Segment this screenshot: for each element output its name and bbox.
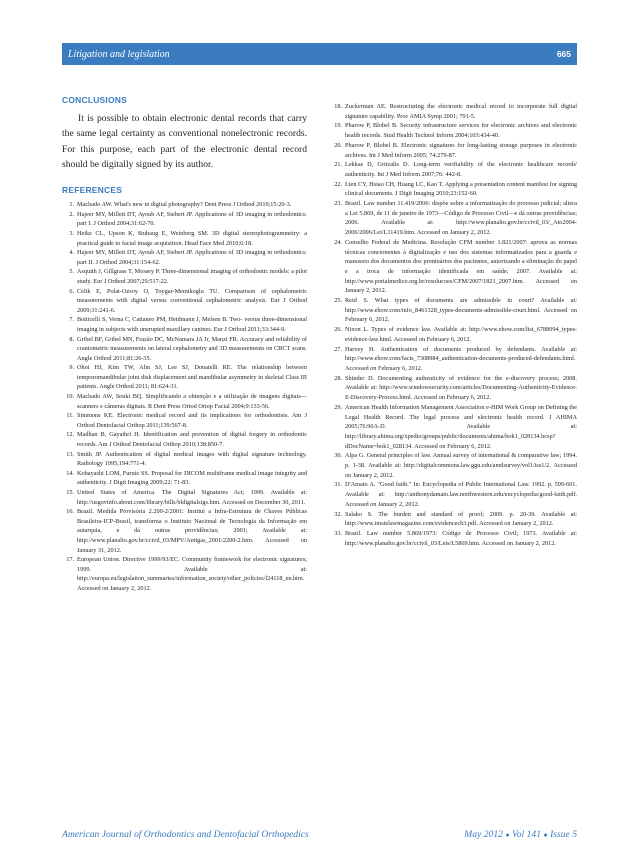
reference-item xyxy=(62,411,307,430)
reference-number: 25. xyxy=(334,297,342,305)
reference-text: Botticelli S, Verna C, Cattaneo PM, Heidmann J, Melsen B. Two- versus three-dimensional imaging in subjects with unerupted maxillary canines. Eur J Orthod 2011;33:344-9. xyxy=(77,316,307,333)
reference-number: 14. xyxy=(66,469,74,477)
conclusions-paragraph: It is possible to obtain electronic dental records that carry the same legal certainty as conventional nonelectronic records. For this purpose, each part of the electronic dental record should be digitally signed by its author. xyxy=(62,113,307,170)
reference-text: Smith JP. Authentication of digital medical images with digital signature technology. Radiology 1995;194:771-4. xyxy=(77,450,307,468)
running-header xyxy=(62,43,577,65)
reference-item xyxy=(62,555,307,593)
reference-number: 8. xyxy=(69,335,74,343)
reference-number: 29. xyxy=(334,403,342,411)
reference-item xyxy=(62,200,307,210)
reference-text: Lekkas D, Gritzalis D. Long-term verifiability of the electronic healthcare records' authenticity. Int J Med Inform 2007;76: 442-8. xyxy=(345,161,577,178)
reference-number: 31. xyxy=(334,481,342,489)
reference-text: Pharow P, Blobel B. Electronic signatures for long-lasting storage purposes in electronic archives. Int J Med Inform 2005; 74:279-87. xyxy=(345,141,577,159)
separator-dot: ● xyxy=(543,831,548,839)
reference-item xyxy=(62,210,307,229)
reference-text: Asquith J, Gillgrass T, Mossey P. Three-dimensional imaging of orthodontic models: a pilot study. Eur J Orthod 2007;29:517-22. xyxy=(77,268,307,285)
reference-number: 26. xyxy=(334,326,342,334)
reference-text: Kobayashi LOM, Furuie SS. Proposal for DICOM multiframe medical image integrity and authenticity. J Digit Imaging 2009;22: 71-83. xyxy=(77,469,307,487)
reference-text: Reid S. What types of documents are admissible in court? Available at: http://www.ehow.com/info_8461328_types-documents-admissible-court.html. Accessed on February 6, 2012. xyxy=(345,297,577,324)
reference-number: 28. xyxy=(334,374,342,382)
reference-text: Machado AW, Souki BQ. Simplificando a obtenção e a utilização de imagens digitais—scanners e câmeras digitais. R Dent Press Ortod Ortop Facial 2004;9:133-56. xyxy=(77,393,307,410)
reference-item xyxy=(331,529,577,548)
reference-item xyxy=(62,363,307,392)
reference-item xyxy=(331,121,577,140)
reference-text: Zuckerman AE. Restructuring the electronic medical record to incorporate full digital signature capability. Proc AMIA Symp 2001; 791-5. xyxy=(345,103,577,120)
reference-number: 13. xyxy=(66,450,74,458)
reference-item xyxy=(62,335,307,364)
reference-item xyxy=(62,392,307,411)
separator-dot: ● xyxy=(505,831,510,839)
reference-item xyxy=(62,248,307,267)
reference-item xyxy=(62,488,307,507)
reference-item xyxy=(331,403,577,452)
reference-list-right xyxy=(331,102,577,548)
reference-text: Salako S. The burden and standard of proof; 2009. p. 20-39. Available at: http://www.imstelawmagazine.com/evidencech3.pdf. Accessed on January 2, 2012. xyxy=(345,510,577,528)
reference-number: 9. xyxy=(69,364,74,372)
running-title: Litigation and legislation xyxy=(68,48,170,60)
reference-text: Gribel BF, Gribel MN, Frazão DC, McNamara JA Jr, Manzi FR. Accuracy and reliability of craniometric measurements on lateral cephalometry and 3D measurements on CBCT scans. Angle Orthod 2011;81:26-35. xyxy=(77,335,307,362)
reference-text: Nixon L. Types of evidence law. Available at: http://www.ehow.com/list_6788094_types-evidence-law.html. Accessed on February 6, 2012. xyxy=(345,326,577,343)
issue-number: Issue 5 xyxy=(550,829,577,840)
reference-number: 4. xyxy=(69,249,74,257)
reference-number: 22. xyxy=(334,180,342,188)
reference-number: 32. xyxy=(334,510,342,518)
reference-item xyxy=(331,180,577,199)
issue-volume: Vol 141 xyxy=(511,829,542,840)
reference-number: 24. xyxy=(334,238,342,246)
conclusions-heading: CONCLUSIONS xyxy=(62,95,128,105)
reference-text: Brazil. Medida Provisória 2.200-2/2001: Institui a Infra-Estrutura de Chaves Públicas Brasileira-ICP-Brasil, transforma o Instituto Nacional de Tecnologia da Informação em autarquia, e dá outras providências; 2001; Available at: http://www.planalto.gov.br/ccivil_03/MPV/Antigas_2001/2200-2.htm. Accessed on January 31, 2012. xyxy=(77,508,307,554)
reference-number: 20. xyxy=(334,141,342,149)
reference-number: 23. xyxy=(334,200,342,208)
reference-item xyxy=(62,229,307,248)
reference-number: 27. xyxy=(334,345,342,353)
right-column xyxy=(331,97,577,548)
reference-item xyxy=(331,199,577,238)
reference-item xyxy=(331,345,577,374)
reference-number: 10. xyxy=(66,393,74,401)
reference-text: Hajeer MY, Millett DT, Ayoub AF, Siebert JP. Applications of 3D imaging in orthodontics: part II. J Orthod 2004;31:154-62. xyxy=(77,249,307,266)
reference-item xyxy=(62,287,307,316)
reference-text: Alpa G. General principles of law. Annual survey of international & comparative law; 1994. p. 1-38. Available at: http://digitalcommons.law.ggu.edu/annlsurvey/vol1/iss1/2. Accessed on January 2, 2012. xyxy=(345,452,577,479)
reference-text: Machado AW. What's new in digital photography? Dent Press J Orthod 2010;15:20-3. xyxy=(77,201,292,209)
reference-number: 19. xyxy=(334,122,342,130)
reference-item xyxy=(331,451,577,480)
reference-text: Pharow P, Blobel B. Security infrastructure services for electronic archives and electronic health records. Stud Health Technol Inform 2004;103:434-40. xyxy=(345,122,577,140)
reference-item xyxy=(62,507,307,555)
reference-number: 17. xyxy=(66,556,74,564)
reference-text: Conselho Federal de Medicina. Resolução CFM number 1.821/2007: aprova as normas técnicas concernentes à digitalização e uso dos sistemas informatizados para a guarda e manuseio dos documentos dos prontuários dos pacientes, autorizando a eliminação do papel e a troca de informação identificada em saúde; 2007. Available at: http://www.portalmedico.org.br/resolucoes/CFM/2007/1821_2007.htm. Accessed on January 2, 2012. xyxy=(345,238,577,295)
reference-number: 7. xyxy=(69,316,74,324)
reference-number: 12. xyxy=(66,431,74,439)
reference-number: 30. xyxy=(334,452,342,460)
references-heading: REFERENCES xyxy=(62,185,123,196)
reference-text: Madhan B, Gayathri H. Identification and prevention of digital forgery in orthodontic records. Am J Orthod Dentofacial Orthop 2010;138:850-7. xyxy=(77,431,307,449)
reference-number: 2. xyxy=(69,210,74,218)
reference-item xyxy=(331,160,577,179)
journal-name: American Journal of Orthodontics and Dentofacial Orthopedics xyxy=(62,829,309,840)
reference-number: 5. xyxy=(69,268,74,276)
issue-info xyxy=(464,829,577,840)
reference-item xyxy=(62,315,307,334)
reference-number: 18. xyxy=(334,103,342,110)
reference-text: Brazil. Law number 11.419/2006: dispõe sobre a informatização do processo judicial; altera a Lei 5.869, de 11 de janeiro de 1973—Código de Processo Civil—e dá outras providências; 2006. Available at: http://www.planalto.gov.br/ccivil_03/_Ato2004-2006/2006/Lei/L11419.htm. Accessed on January 2, 2012. xyxy=(345,200,577,237)
reference-text: Hajeer MY, Millett DT, Ayoub AF, Siebert JP. Applications of 3D imaging in orthodontics: part I. J Orthod 2004;31:62-70. xyxy=(77,210,307,228)
reference-item xyxy=(62,267,307,286)
reference-item xyxy=(331,238,577,296)
issue-date: May 2012 xyxy=(464,829,503,840)
reference-item xyxy=(331,510,577,529)
reference-text: Shinder D. Documenting authenticity of evidence for the e-discovery process; 2008. Available at: http://www.windowsecurity.com/articles/Documenting-Authenticity-Evidence-E-Discovery-Process.html. Accessed on February 6, 2012. xyxy=(345,374,577,402)
left-column xyxy=(62,95,307,594)
reference-item xyxy=(62,450,307,469)
reference-item xyxy=(331,374,577,403)
reference-item xyxy=(331,480,577,509)
reference-number: 6. xyxy=(69,287,74,295)
reference-text: Brazil. Law number 5.869/1973: Código de Processo Civil; 1973. Available at: http://www.planalto.gov.br/ccivil_03/Leis/L5869.htm. Accessed on January 2, 2012. xyxy=(345,529,577,547)
reference-text: Celik E, Polat-Ozsoy O, Toygar-Memikoglu TU. Comparison of cephalometric measurements with digital versus conventional cephalometric analysis. Eur J Orthod 2009;31:241-6. xyxy=(77,287,307,314)
reference-number: 33. xyxy=(334,529,342,537)
reference-number: 16. xyxy=(66,508,74,516)
reference-number: 11. xyxy=(66,412,74,420)
page-number: 665 xyxy=(556,49,571,59)
reference-text: Lien CY, Hsiao CH, Huang LC, Kao T. Applying a presentation content manifest for signing clinical documents. J Digit Imaging 2010;23:152-60. xyxy=(345,180,577,198)
reference-item xyxy=(331,141,577,160)
reference-number: 3. xyxy=(69,229,74,237)
reference-number: 1. xyxy=(69,201,74,209)
reference-text: Harvey H. Authentication of documents produced by defendants. Available at: http://www.ehow.com/facts_7308984_authentication-documents-produced-defendants.html. Accessed on February 6, 2012. xyxy=(345,345,577,372)
reference-text: Simmons KE. Electronic medical record and its implications for orthodontists. Am J Orthod Dentofacial Orthop 2011;139:567-8. xyxy=(77,412,307,429)
reference-number: 15. xyxy=(66,489,74,496)
reference-item xyxy=(62,469,307,488)
reference-item xyxy=(331,325,577,344)
reference-text: D'Amato A. "Good faith." In: Encyclopedia of Public International Law. 1992. p. 599-601. Available at: http://anthonydamato.law.northwestern.edu/encyclopedia/good-faith.pdf. Accessed on January 2, 2012. xyxy=(345,481,577,508)
reference-text: American Health Information Management Association e-HIM Work Group on Defining the Legal Health Record. The legal process and electronic health record. J AHIMA 2005;76:96A-D. Available at: http://library.ahima.org/xpedio/groups/public/documents/ahima/bok1_028134.hcsp?dDocName=bok1_028134. Accessed on February 6, 2012. xyxy=(345,403,577,450)
reference-item xyxy=(62,430,307,449)
reference-text: European Union. Directive 1999/93/EC. Community framework for electronic signatures; 1999. Available at: http://europa.eu/legislation_summaries/information_society/other_policies/l24118_en.htm. Accessed on January 2, 2012. xyxy=(77,556,307,592)
reference-list-left xyxy=(62,200,307,593)
reference-item xyxy=(331,102,577,121)
reference-text: Heike CL, Upson K, Stuhaug E, Weinberg SM. 3D digital stereophotogrammetry: a practical guide to facial image acquisition. Head Face Med 2010;6:18. xyxy=(77,229,307,247)
reference-text: United States of America. The Digital Signatures Act; 1999. Available at: http://usgovinfo.about.com/library/bills/bldigitalsigs.htm. Accessed on December 30, 2011. xyxy=(77,489,307,506)
reference-text: Ohoi HJ, Kim TW, Ahn SJ, Lee SJ, Donatelli RE. The relationship between temporomandibular joint disk displacement and mandibular asymmetry in skeletal Class III patients. Angle Orthod 2011; 81:624-31. xyxy=(77,364,307,391)
reference-number: 21. xyxy=(334,161,342,169)
page-footer xyxy=(62,829,577,840)
reference-item xyxy=(331,296,577,325)
